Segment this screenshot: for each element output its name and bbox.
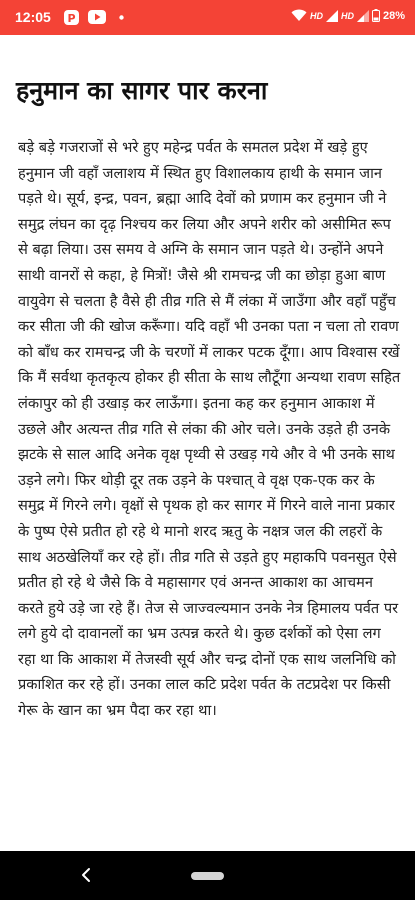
- status-bar: [0, 0, 415, 35]
- youtube-icon: [88, 10, 106, 24]
- signal-icon: [326, 10, 338, 22]
- article-title: हनुमान का सागर पार करना: [16, 76, 268, 105]
- network-label-1: HD: [309, 10, 323, 21]
- article-content[interactable]: [0, 35, 415, 835]
- signal-icon-2: [357, 10, 369, 22]
- status-time: 12:05: [15, 9, 51, 25]
- app-notification-icon: [64, 10, 79, 25]
- svg-text:P: P: [67, 12, 76, 25]
- status-icons: [291, 9, 405, 22]
- network-label-2: HD: [340, 10, 354, 21]
- battery-icon: [372, 9, 380, 22]
- back-chevron-icon[interactable]: [76, 863, 96, 887]
- home-button[interactable]: [191, 872, 224, 880]
- navigation-bar: [0, 851, 415, 900]
- article-body: बड़े बड़े गजराजों से भरे हुए महेन्द्र पर्वत के समतल प्रदेश में खड़े हुए हनुमान जी वहाँ जलाशय में स्थित हुए विशालकाय हाथी के समान जान पड़ते थे। सूर्य, इन्द्र, पवन, ब्रह्मा आदि देवों को प्रणाम कर हनुमान जी ने समुद्र लंघन का दृढ़ निश्चय कर लिया और अपने शरीर को असीमित रूप से बढ़ा लिया। उस समय वे अग्नि के समान जान पड़ते थे। उन्होंने अपने साथी वानरों से कहा, हे मित्रों! जैसे श्री रामचन्द्र जी का छोड़ा हुआ बाण वायुवेग से चलता है वैसे ही तीव्र गति से मैं लंका में जाउँगा और वहाँ पहुँच कर सीता जी की खोज करूँगा। यदि वहाँ भी उनका पता न चला तो रावण को बाँध कर रामचन्द्र जी के चरणों में लाकर पटक दूँगा। आप विश्वास रखें कि मैं सर्वथा कृतकृत्य होकर ही सीता के साथ लौटूँगा अन्यथा रावण सहित लंकापुर को ही उखाड़ कर लाऊँगा। इतना कह कर हनुमान आकाश में उछले और अत्यन्त तीव्र गति से लंका की ओर चले। उनके उड़ते ही उनके झटके से साल आदि अनेक वृक्ष पृथ्वी से उखड़ गये और वे भी उनके साथ उड़ने लगे। फिर थोड़ी दूर तक उड़ने के पश्चात् वे वृक्ष एक-एक कर के समुद्र में गिरने लगे। वृक्षों से पृथक हो कर सागर में गिरने वाले नाना प्रकार के पुष्प ऐसे प्रतीत हो रहे थे मानो शरद ऋतु के नक्षत्र जल की लहरों के साथ अठखेलियाँ कर रहे हों। तीव्र गति से उड़ते हुए महाकपि पवनसुत ऐसे प्रतीत हो रहे थे जैसे कि वे महासागर एवं अनन्त आकाश का आचमन करते हुये उड़े जा रहे हैं। तेज से जाज्वल्यमान उनके नेत्र हिमालय पर्वत पर लगे हुये दो दावानलों का भ्रम उत्पन्न करते थे। कुछ दर्शकों को ऐसा लग रहा था कि आकाश में तेजस्वी सूर्य और चन्द्र दोनों एक साथ जलनिधि को प्रकाशित कर रहे हों। उनका लाल कटि प्रदेश पर्वत के तटप्रदेश पर किसी गेरू के खान का भ्रम पैदा कर रहा था।: [18, 139, 401, 720]
- more-notifications-dot-icon: [119, 15, 124, 20]
- battery-percent: 28%: [382, 9, 405, 22]
- wifi-icon: [291, 9, 307, 22]
